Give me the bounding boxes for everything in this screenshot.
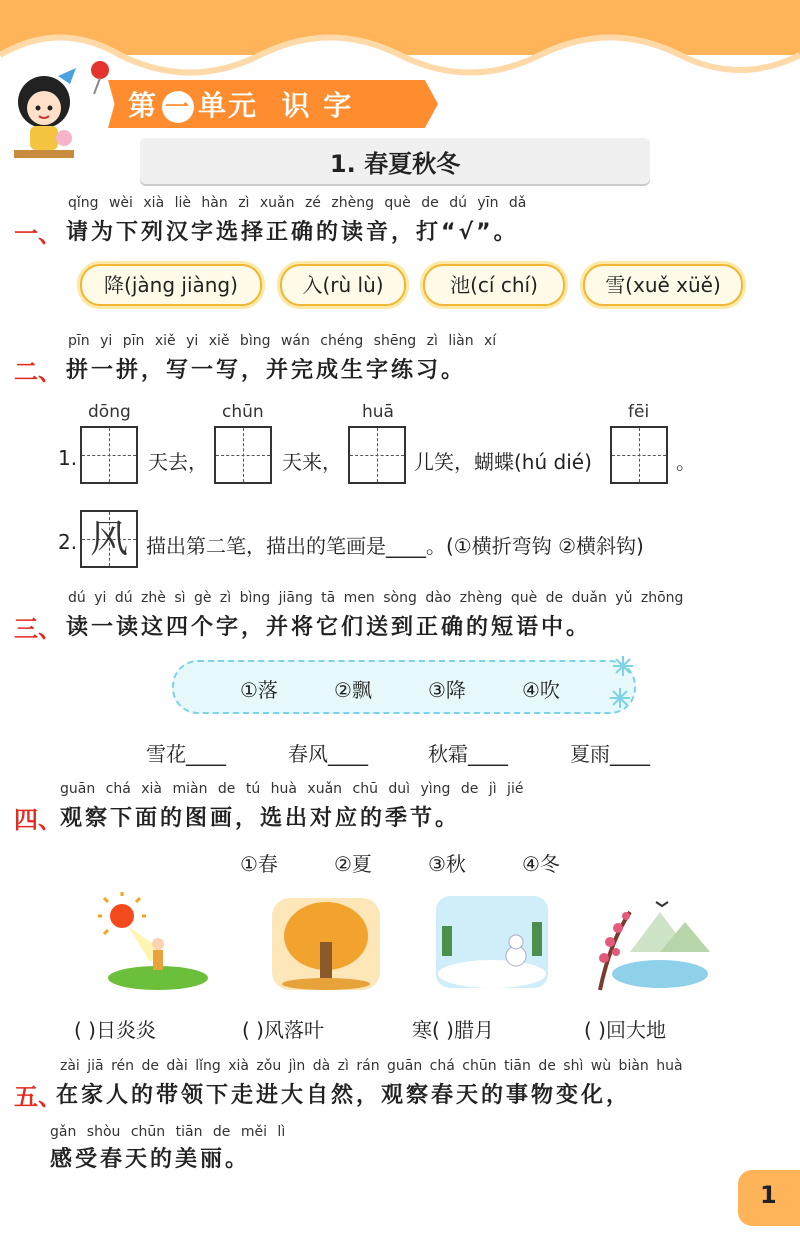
q4-caption-spring[interactable]: ( )回大地 [584, 1018, 666, 1042]
winter-snow-illustration [432, 892, 552, 992]
unit-topic: 识 字 [281, 89, 354, 122]
q4-option-dong: ④冬 [522, 852, 560, 876]
q2-number: 二、 [14, 358, 62, 386]
q3-option-jiang[interactable]: ③降 [428, 678, 466, 702]
q4-caption-winter[interactable]: 寒( )腊月 [412, 1018, 494, 1042]
unit-prefix: 第 [128, 89, 159, 122]
page-number: 1 [760, 1181, 777, 1209]
tracing-char-feng: 风 [89, 517, 128, 561]
writing-grid-fei[interactable] [610, 426, 668, 484]
summer-sun-illustration [98, 892, 218, 992]
q2-item2-label: 2. [58, 530, 78, 554]
q1-option-xue[interactable]: 雪(xuě xüě) [583, 264, 743, 306]
q1-number: 一、 [14, 220, 62, 248]
q2-text-tianqu: 天去， [148, 450, 208, 474]
q2-item1-label: 1. [58, 446, 78, 470]
q2-text-tianlai: 天来， [282, 450, 342, 474]
q2-pinyin-fei: fēi [628, 402, 650, 422]
q4-option-qiu: ③秋 [428, 852, 466, 876]
q1-option-ru[interactable]: 入(rù lù) [280, 264, 406, 306]
q1-option-jiang[interactable]: 降(jàng jiàng) [80, 264, 262, 306]
q2-item2-text: 描出第二笔，描出的笔画是____。(①横折弯钩 ②横斜钩) [146, 534, 644, 558]
unit-suffix: 单元 [198, 89, 259, 122]
q2-pinyin-chun: chūn [222, 402, 264, 422]
q4-text: 观察下面的图画，选出对应的季节。 [60, 806, 461, 831]
q4-number: 四、 [14, 806, 62, 834]
q1-text: 请为下列汉字选择正确的读音，打“√”。 [66, 220, 519, 245]
q3-phrase-xiayu[interactable]: 夏雨____ [570, 742, 650, 766]
q4-pinyin: guān chá xià miàn de tú huà xuǎn chū duì yìng de jì jié [60, 781, 524, 797]
q3-phrase-xuehua[interactable]: 雪花____ [146, 742, 226, 766]
q2-text: 拼一拼，写一写，并完成生字练习。 [66, 358, 467, 383]
q5-pinyin-line2: gǎn shòu chūn tiān de měi lì [50, 1124, 286, 1140]
unit-number: 一 [162, 91, 194, 123]
q3-pinyin: dú yi dú zhè sì gè zì bìng jiāng tā men sòng dào zhèng què de duǎn yǔ zhōng [68, 590, 684, 606]
autumn-tree-illustration [266, 892, 386, 992]
pushpin-icon [86, 60, 114, 96]
q3-text: 读一读这四个字，并将它们送到正确的短语中。 [66, 615, 592, 640]
q4-option-chun: ①春 [240, 852, 278, 876]
q5-number: 五、 [14, 1083, 62, 1111]
q3-phrase-qiushuang[interactable]: 秋霜____ [428, 742, 508, 766]
writing-grid-dong[interactable] [80, 426, 138, 484]
q4-option-xia: ②夏 [334, 852, 372, 876]
q3-number: 三、 [14, 615, 62, 643]
spring-blossom-illustration [590, 892, 710, 992]
q3-option-piao[interactable]: ②飘 [334, 678, 372, 702]
writing-grid-chun[interactable] [214, 426, 272, 484]
q5-text-line1: 在家人的带领下走进大自然，观察春天的事物变化， [56, 1083, 632, 1108]
snowflake-icon [608, 654, 638, 714]
q2-pinyin-hua: huā [362, 402, 394, 422]
writing-grid-hua[interactable] [348, 426, 406, 484]
q5-text-line2: 感受春天的美丽。 [50, 1147, 251, 1172]
q3-option-luo[interactable]: ①落 [240, 678, 278, 702]
unit-banner-title [128, 84, 353, 124]
q5-pinyin-line1: zài jiā rén de dài lǐng xià zǒu jìn dà zì rán guān chá chūn tiān de shì wù biàn huà [60, 1058, 683, 1074]
top-wave-decoration [0, 0, 800, 90]
q2-pinyin: pīn yi pīn xiě yi xiě bìng wán chéng shēng zì liàn xí [68, 333, 497, 349]
q2-pinyin-dong: dōng [88, 402, 131, 422]
q3-option-chui[interactable]: ④吹 [522, 678, 560, 702]
q2-text-erxiao: 儿笑，蝴蝶(hú dié) [414, 450, 592, 474]
tracing-grid-feng[interactable] [80, 510, 138, 568]
q1-option-chi[interactable]: 池(cí chí) [423, 264, 565, 306]
girl-mascot-illustration [6, 66, 86, 166]
q2-text-period: 。 [676, 450, 696, 474]
q4-caption-summer[interactable]: ( )日炎炎 [74, 1018, 156, 1042]
q3-phrase-chunfeng[interactable]: 春风____ [288, 742, 368, 766]
q1-pinyin: qǐng wèi xià liè hàn zì xuǎn zé zhèng què de dú yīn dǎ [68, 195, 527, 211]
q4-caption-autumn[interactable]: ( )风落叶 [242, 1018, 324, 1042]
lesson-title: 1. 春夏秋冬 [329, 150, 461, 178]
